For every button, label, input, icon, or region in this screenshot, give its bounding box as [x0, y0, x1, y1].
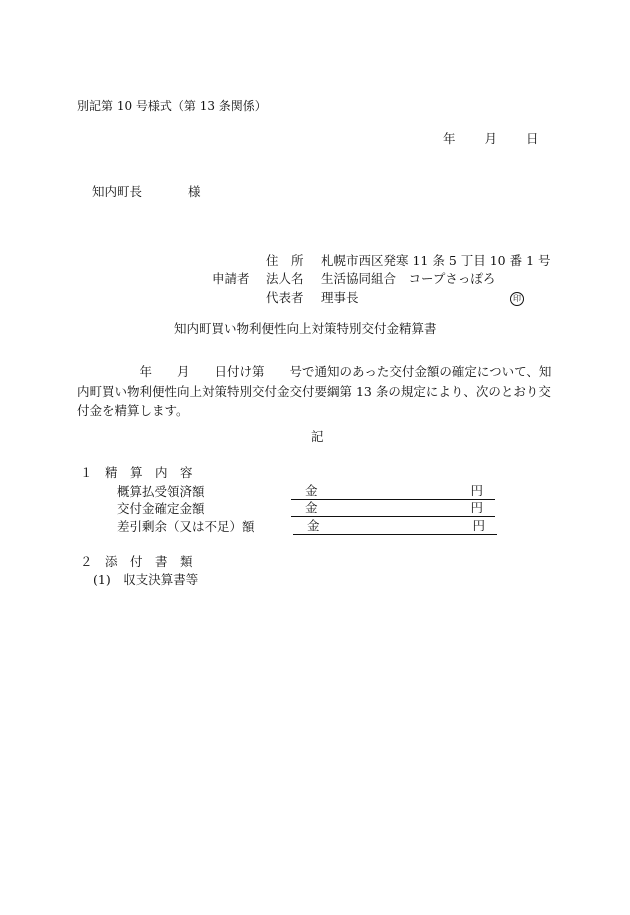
address-label: 住 所	[266, 253, 304, 268]
addressee	[92, 186, 201, 199]
seal-mark: 印	[510, 292, 524, 306]
attachment-item: (1) 収支決算書等	[93, 572, 199, 587]
kin-label: 金	[305, 483, 318, 498]
amount-row	[117, 521, 255, 534]
date-month: 月	[484, 131, 498, 146]
rep-value: 理事長	[321, 290, 359, 305]
yen-label: 円	[470, 500, 483, 515]
amount-field	[291, 485, 495, 500]
form-label: 別記第 10 号様式（第 13 条関係）	[77, 99, 267, 113]
ki-heading: 記	[311, 429, 324, 444]
section2-heading: ２ 添 付 書 類	[80, 554, 193, 569]
addressee-honorific: 様	[188, 184, 201, 199]
body-paragraph: 年 月 日付け第 号で通知のあった交付金額の確定について、知内町買い物利便性向上対策特別交付金交付要綱第 13 条の規定により、次のとおり交付金を精算します。	[77, 364, 552, 418]
yen-label: 円	[472, 518, 485, 533]
amount-label: 差引剰余（又は不足）額	[117, 519, 255, 534]
date-day: 日	[526, 131, 539, 146]
amount-field	[293, 520, 497, 535]
address-value: 札幌市西区発寒 11 条 5 丁目 10 番 1 号	[321, 253, 551, 268]
corp-label: 法人名	[266, 271, 304, 286]
amount-row	[117, 503, 205, 516]
kin-label: 金	[307, 518, 320, 533]
date-year: 年	[443, 131, 456, 146]
document-title: 知内町買い物利便性向上対策特別交付金精算書	[174, 321, 437, 336]
section1-heading: １ 精 算 内 容	[80, 465, 193, 480]
kin-label: 金	[305, 500, 318, 515]
rep-label: 代表者	[266, 290, 304, 305]
yen-label: 円	[470, 483, 483, 498]
applicant-label: 申請者	[212, 271, 250, 286]
amount-field	[291, 502, 495, 517]
amount-row	[117, 486, 205, 499]
date-line	[443, 133, 539, 146]
amount-label: 交付金確定金額	[117, 501, 205, 516]
amount-label: 概算払受領済額	[117, 484, 205, 499]
corp-value: 生活協同組合 コープさっぽろ	[321, 271, 496, 286]
addressee-name: 知内町長	[92, 184, 143, 199]
